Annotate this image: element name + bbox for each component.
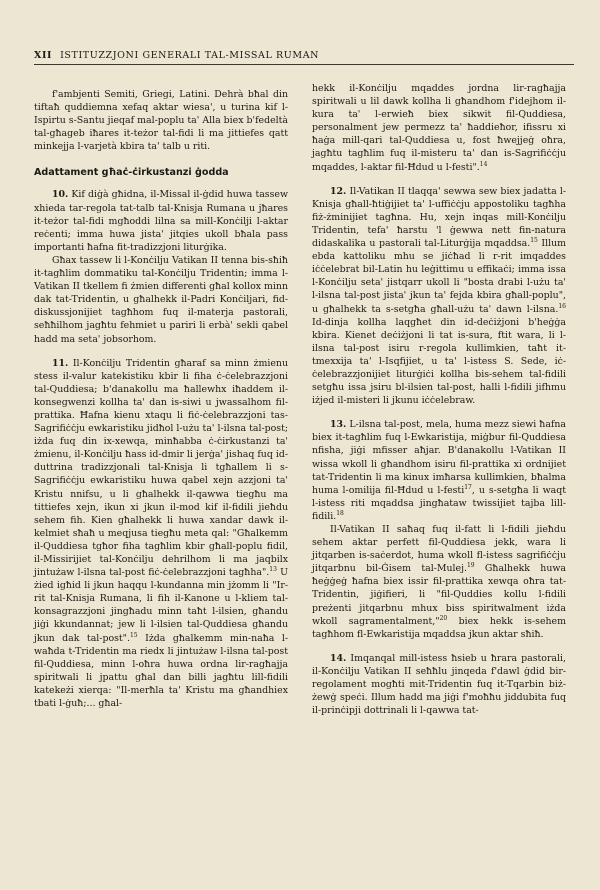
right-column (312, 82, 566, 717)
paragraph-text: Illum ebda kattoliku mhu se jiċħad li r-rit imqaddes iċċelebrat bil-Latin hu leġittimu u effikaċi; imma issa l-Konċilju seta' jistqarr ukoll li "bosta drabi l-użu ta' l-ilsna tal-post jista' jkun ta' fejda kbira għall-poplu", u għalhekk ta s-setgħa għall-użu ta' dawn l-ilsna. (312, 238, 566, 315)
paragraph-text: Għalhekk huwa ħeġġeġ ħafna biex issir fil-prattika xewqa oħra tat-Tridentin, jiġifieri, li "fil-Quddies kollu l-fidili preżenti jitqarbnu mhux biss spiritwalment iżda wkoll sagramentalment," (312, 563, 567, 627)
paragraph-text: Imqanqal mill-istess ħsieb u ħrara pastorali, il-Konċilju Vatikan II seħħlu jinqeda f'dawl ġdid bir-regolament mogħti mit-Tridentin fuq it-Tqarbin biż-żewġ speċi. Illum hadd ma jiġi f'moħħu jiddubita fuq il-prinċipji dottrinali li l-qawwa tat- (312, 652, 566, 717)
footnote-ref: 16 (558, 302, 566, 310)
paragraph-text: Il-Vatikan II saħaq fuq il-fatt li l-fidili jieħdu sehem aktar perfett fil-Quddiesa jekk, wara li jitqarben is-saċerdot, huma wkoll fl-istess sagrifiċċju jitqarbnu bil-Ġisem tal-Mulej. (312, 524, 566, 575)
paragraph-text: biex hekk is-sehem tagħhom fl-Ewkaristija mqaddsa jkun aktar sħiħ. (312, 615, 566, 640)
paragraph-11 (34, 357, 288, 711)
running-head (34, 50, 574, 65)
paragraph-text: Kif diġà għidna, il-Missal il-ġdid huwa tassew xhieda tar-regola tat-talb tal-Knisja Rumana u jħares it-teżor tal-fidi mgħoddi lilna sa mill-Konċilji l-aktar reċenti; imma huwa jista' jitqies ukoll bħala pass importanti ħafna fit-tradizzjoni liturġika. (34, 189, 289, 253)
paragraph-text: L-ilsna tal-post, mela, huma mezz siewi ħafna biex it-tagħlim fuq l-Ewkaristija, miġbur fil-Quddiesa nfisha, jiġi mfisser aħjar. B'danakollu l-Vatikan II wissa wkoll li għandhom isiru fil-prattika xi ordnijiet tat-Tridentin li ma kinux imħarsa kullimkien, bħalma huma l-omilija fil-Ħdud u l-festi (312, 419, 567, 496)
paragraph-text: Iżda għalkemm min-naħa l-waħda t-Tridentin ma riedx li jintużaw l-ilsna tal-post fil-Quddiesa, minn l-oħra huwa ordna lir-ragħajja spiritwali li jpattu għal dan billi jagħtu lill-fidili katekeżi xierqa: "Il-merħla ta' Kristu ma għandhiex tbati l-ġuħ;... għal- (34, 632, 289, 710)
paragraph-10-continued: Għax tassew li l-Konċilju Vatikan II tenna bis-sħiħ it-tagħlim dommatiku tal-Konċilju Tridentin; imma l-Vatikan II tkellem fi żmien differenti għal kollox minn dak tat-Tridentin, u għalhekk il-Padri Konċiljari, fid-diskussjonijiet tagħhom fuq il-materja pastorali, seħħilhom jagħtu fehmiet u pariri li erbà' sekli qabel hadd ma seta' jobsorhom. (34, 254, 288, 345)
paragraph-text: Il-Vatikan II tlaqqa' sewwa sew biex jadatta l-Knisja għall-ħtiġijiet ta' l-uffiċċju appostoliku tagħha fiż-żminijiet tagħna. Hu, xejn inqas mill-Konċilju Tridentin, tefa' ħarstu 'l ġewwa nett fin-natura didaskalika u pastorali tal-Liturġija mqaddsa. (312, 185, 566, 250)
footnote-ref: 18 (336, 509, 344, 517)
paragraph-13-continued (312, 523, 566, 641)
paragraph-number: 14. (330, 652, 347, 664)
footnote-ref: 13 (269, 565, 277, 573)
intro-paragraph: f'ambjenti Semiti, Griegi, Latini. Dehrà bħal din tiftaħ quddiemna xefaq aktar wiesa', u turina kif l-Ispirtu s-Santu jieqaf mal-poplu ta' Alla biex b'fedeltà tal-għageb iħares it-teżor tal-fidi li ma jittiefes qatt minkejja l-varjetà kbira ta' talb u riti. (34, 89, 288, 153)
running-title: ISTITUZZJONI GENERALI TAL-MISSAL RUMAN (60, 50, 320, 61)
paragraph-text: Il-Konċilju Tridentin għaraf sa minn żmienu stess il-valur katekistiku kbir li fiha ċ-ċelebrazzjoni tal-Quddiesa; b'danakollu ma ħallewhx iħaddem il-konsegwenzi kollha ta' dan is-siwi u jwassalhom fil-prattika. Ħafna kienu xtaqu li fiċ-ċelebrazzjoni tas-Sagrifiċċju ewkaristiku jidħol l-użu ta' l-ilsna tal-post; iżda fuq din ix-xewqa, minħabba ċ-ċirkustanzi ta' żmienu, il-Konċilju ħass id-dmir li jerġa' jishaq fuq id-duttrina tradizzjonali tal-Knisja li tgħallem li s-Sagrifiċċju ewkaristiku huwa qabel xejn azzjoni ta' Kristu nnifsu, u li għalhekk il-qawwa tiegħu ma tittiefes xejn, ikun xi jkun il-mod kif il-fidili jieħdu sehem fih. Kien għalhekk li huwa xandar dawk il-kelmiet sħaħ u meqjusa tiegħu meta qal: "Għalkemm il-Quddiesa tgħor fiha tagħlim kbir għall-poplu fidil, il-Missirijiet tal-Konċilju dehrilhom li ma jaqbilx jintużaw l-ilsna tal-post fiċ-ċelebrazzjoni tagħha". (34, 357, 288, 579)
paragraph-text: U żied igħid li jkun haqqu l-kundanna min jżomm li "Ir-rit tal-Knisja Rumana, li fih il-Kanone u l-kliem tal-konsagrazzjoni jingħadu minn taħt l-ilsien, għandu jiġi kkundannat; jew li l-ilsien tal-Quddiesa għandu jkun dak tal-post". (34, 567, 288, 644)
paragraph-number: 12. (330, 185, 347, 197)
paragraph-text: hekk il-Konċilju mqaddes jordna lir-ragħajja spiritwali u lil dawk kollha li għandhom f'idejhom il-kura ta' l-erwieħ biex sikwit fil-Quddiesa, personalment jew permezz ta' ħaddieħor, ifissru xi ħaġa mill-qari tal-Quddiesa u, fost ħwejjeġ oħra, jagħtu tagħlim fuq il-misteru ta' dan is-Sagrifiċċju mqaddes, l-aktar fil-Ħdud u l-festi". (312, 83, 566, 173)
paragraph-12 (312, 185, 566, 408)
left-column (34, 88, 288, 710)
paragraph-number: 11. (52, 357, 69, 369)
paragraph-text: Id-dinja kollha laqgħet din id-deċiżjoni b'heġġa kbira. Kienet deċiżjoni li tat is-sura, ftit wara, li l-ilsna tal-post isiru r-regola kullimkien, taħt it-tmexxija ta' l-Isqfijiet, u ta' l-istess S. Sede, iċ-ċelebrazzjonijiet liturġiċi kollha bis-sehem tal-fidili setgħu issa jsiru bl-ilsien tal-post, halli l-fidili jifhmu iżjed il-misteri li jkunu iċċelebraw. (312, 316, 566, 407)
page-number: XII (34, 50, 53, 61)
footnote-ref: 15 (530, 236, 538, 244)
footnote-ref: 14 (479, 160, 488, 168)
section-title: Adattament għaċ-ċirkustanzi ġodda (34, 167, 229, 179)
paragraph-14 (312, 652, 566, 717)
paragraph-number: 13. (330, 419, 347, 431)
footnote-ref: 20 (439, 614, 448, 622)
footnote-ref: 15 (129, 631, 138, 639)
continued-paragraph (312, 82, 566, 174)
paragraph-text: , u s-setgħa li waqt l-istess riti mqaddsa jingħataw twissijiet tajba lill-fidili. (312, 484, 566, 522)
paragraph-10 (34, 188, 288, 253)
footnote-ref: 17 (464, 483, 472, 491)
footnote-ref: 19 (466, 562, 475, 570)
paragraph-13 (312, 418, 566, 523)
paragraph-number: 10. (52, 189, 69, 201)
